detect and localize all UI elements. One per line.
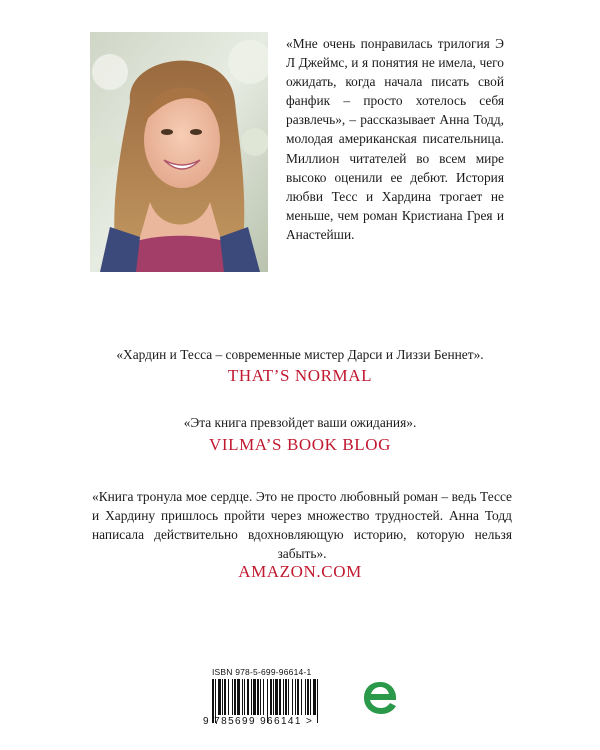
barcode-bar [232,679,233,715]
barcode-bar [295,679,296,715]
review-source-3: AMAZON.COM [238,562,362,581]
review-quote-3: «Книга тронула мое сердце. Это не просто любовный роман – ведь Тессе и Хардину пришлось пройти через множество трудностей. Анна Тодд написала действительно вдохновляющую историю, которую нельзя забыть». [92,489,512,561]
author-bio: «Мне очень понравилась трилогия Э Л Джеймс, и я понятия не имела, чего ожидать, когда начала писать свой фанфик – просто хотелось себя развлечь», – рассказывает Анна Тодд, молодая американская писательница. Миллион читателей во всем мире высоко оценили ее дебют. История любви Тесс и Хардина трогает не меньше, чем роман Кристиана Грея и Анастейши. [286,36,504,242]
barcode-bar [257,679,259,715]
barcode-bar [297,679,299,715]
barcode-bar [218,679,221,715]
barcode-digits: 9 785699 966141 > [203,716,314,727]
barcode-bar [244,679,245,715]
review-source-1: THAT’S NORMAL [227,366,373,385]
barcode-bar [270,679,272,715]
barcode-bar [224,679,226,715]
barcode-bar [260,679,261,715]
barcode-bar [310,679,311,715]
barcode-bar [279,679,281,715]
review-quote-2: «Эта книга превзойдет ваши ожидания». [183,415,417,430]
review-quote-1: «Хардин и Тесса – современные мистер Дарси и Лиззи Беннет». [116,347,484,362]
barcode-bar [237,679,240,715]
barcode-bar [307,679,309,715]
barcode-bar [228,679,229,715]
barcode-bar [313,679,316,715]
barcode-bar [234,679,236,715]
barcode-bar [275,679,278,715]
barcode-bar [253,679,256,715]
review-source-2: VILMA’S BOOK BLOG [208,435,392,454]
barcode-bar [263,679,264,715]
barcode-bar [222,679,223,715]
barcode-bar [285,679,287,715]
barcode-bar [288,679,289,715]
barcode-bar [305,679,306,715]
barcode-bar [251,679,252,715]
isbn-label: ISBN 978-5-699-96614-1 [212,667,312,677]
publisher-e-logo-icon [360,676,400,720]
barcode-bar [292,679,293,715]
barcode-bar [247,679,249,715]
barcode-bar [273,679,274,715]
barcode-bar [283,679,284,715]
barcode-bar [242,679,243,715]
author-photo [90,32,268,272]
barcode-bar [301,679,302,715]
